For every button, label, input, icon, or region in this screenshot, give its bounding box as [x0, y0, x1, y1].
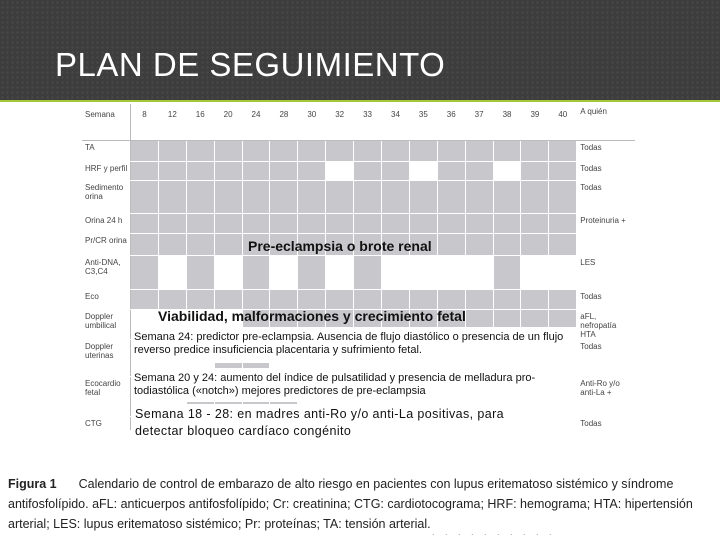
row-who: Todas [577, 162, 635, 181]
schedule-cell [242, 141, 270, 162]
week-header: 34 [382, 105, 410, 141]
schedule-cell [242, 256, 270, 290]
schedule-cell [131, 162, 159, 181]
schedule-cell [549, 214, 577, 234]
schedule-cell [409, 162, 437, 181]
doppler-uterinas-note: Semana 20 y 24: aumento del índice de pulsatilidad y presencia de melladura pro-todiastólica («notch») mejores predictores de pre-eclampsia [134, 372, 536, 397]
schedule-cell [437, 162, 465, 181]
schedule-cell [437, 256, 465, 290]
slide-title: PLAN DE SEGUIMIENTO [55, 46, 446, 83]
schedule-cell [298, 141, 326, 162]
week-header: 12 [158, 105, 186, 141]
row-who: Todas [577, 417, 635, 431]
schedule-cell [326, 290, 354, 310]
schedule-cell [382, 162, 410, 181]
viabilidad-label: Viabilidad, malformaciones y crecimiento fetal [158, 308, 466, 324]
schedule-cell [186, 141, 214, 162]
schedule-cell [493, 181, 521, 214]
table-header-label: Semana [83, 105, 131, 141]
row-label: Pr/CR orina [83, 234, 131, 256]
schedule-cell [131, 214, 159, 234]
schedule-cell [409, 256, 437, 290]
preeclampsia-label: Pre-eclampsia o brote renal [248, 238, 432, 254]
schedule-cell [549, 162, 577, 181]
schedule-cell [521, 256, 549, 290]
row-label: Eco [83, 290, 131, 310]
schedule-cell [437, 234, 465, 256]
row-who: Todas [577, 141, 635, 162]
row-label: HRF y perfil [83, 162, 131, 181]
table-row [83, 256, 635, 290]
figure-caption [8, 474, 720, 534]
week-header: 39 [521, 105, 549, 141]
schedule-cell [186, 290, 214, 310]
row-who [577, 234, 635, 256]
schedule-cell [270, 162, 298, 181]
schedule-cell [382, 214, 410, 234]
schedule-cell [354, 290, 382, 310]
schedule-cell [354, 141, 382, 162]
week-header: 33 [354, 105, 382, 141]
schedule-cell [437, 181, 465, 214]
schedule-cell [214, 234, 242, 256]
schedule-cell [326, 181, 354, 214]
schedule-cell [493, 162, 521, 181]
schedule-cell [326, 162, 354, 181]
schedule-cell [131, 141, 159, 162]
schedule-cell [186, 181, 214, 214]
schedule-cell [326, 256, 354, 290]
schedule-cell [214, 214, 242, 234]
schedule-cell [354, 214, 382, 234]
schedule-cell [158, 256, 186, 290]
schedule-cell [270, 256, 298, 290]
table-row [83, 181, 635, 214]
row-who: aFL, nefropatía HTA [577, 310, 635, 340]
schedule-cell [270, 141, 298, 162]
schedule-cell [298, 256, 326, 290]
row-who: Todas [577, 340, 635, 377]
schedule-cell [242, 214, 270, 234]
table-row [83, 214, 635, 234]
schedule-cell [409, 214, 437, 234]
schedule-cell [465, 162, 493, 181]
schedule-cell [158, 234, 186, 256]
schedule-cell [465, 214, 493, 234]
schedule-cell [382, 256, 410, 290]
week-header: 8 [131, 105, 159, 141]
schedule-cell [493, 214, 521, 234]
schedule-cell [465, 141, 493, 162]
doppler-uterinas-note-box [132, 368, 579, 402]
row-label: Doppler uterinas [83, 340, 131, 377]
schedule-cell [549, 234, 577, 256]
schedule-cell [186, 162, 214, 181]
schedule-cell [186, 234, 214, 256]
schedule-cell [326, 214, 354, 234]
schedule-cell [354, 181, 382, 214]
schedule-cell [242, 162, 270, 181]
table-row [83, 290, 635, 310]
week-header: 38 [493, 105, 521, 141]
schedule-cell [465, 290, 493, 310]
schedule-cell [214, 290, 242, 310]
schedule-cell [298, 181, 326, 214]
schedule-cell [158, 141, 186, 162]
week-header: 35 [409, 105, 437, 141]
schedule-cell [437, 214, 465, 234]
row-label: CTG [83, 417, 131, 431]
schedule-cell [493, 256, 521, 290]
schedule-cell [382, 181, 410, 214]
schedule-cell [214, 181, 242, 214]
schedule-cell [465, 256, 493, 290]
schedule-cell [131, 256, 159, 290]
week-header: 16 [186, 105, 214, 141]
schedule-cell [437, 290, 465, 310]
schedule-cell [521, 234, 549, 256]
schedule-cell [521, 141, 549, 162]
schedule-cell [214, 141, 242, 162]
schedule-cell [549, 141, 577, 162]
schedule-cell [382, 290, 410, 310]
schedule-cell [270, 181, 298, 214]
schedule-cell [158, 214, 186, 234]
schedule-cell [214, 162, 242, 181]
week-header: 32 [326, 105, 354, 141]
schedule-cell [298, 214, 326, 234]
schedule-cell [521, 290, 549, 310]
schedule-cell [354, 162, 382, 181]
who-header: A quién [577, 105, 635, 141]
row-who: Todas [577, 290, 635, 310]
schedule-cell [186, 214, 214, 234]
schedule-cell [354, 256, 382, 290]
schedule-cell [493, 290, 521, 310]
week-header: 24 [242, 105, 270, 141]
schedule-cell [409, 141, 437, 162]
ecocardio-note: Semana 18 - 28: en madres anti-Ro y/o anti-La positivas, para detectar bloqueo cardíaco congénito [135, 407, 505, 438]
row-who: Anti-Ro y/o anti-La + [577, 377, 635, 417]
week-header: 40 [549, 105, 577, 141]
week-header: 37 [465, 105, 493, 141]
schedule-cell [465, 181, 493, 214]
ecocardio-note-box [132, 404, 579, 460]
schedule-cell [298, 290, 326, 310]
week-header: 30 [298, 105, 326, 141]
schedule-cell [409, 181, 437, 214]
schedule-cell [242, 290, 270, 310]
doppler-umbilical-note-box [132, 327, 579, 363]
row-label: Orina 24 h [83, 214, 131, 234]
schedule-cell [409, 290, 437, 310]
doppler-umbilical-note: Semana 24: predictor pre-eclampsia. Ausencia de flujo diastólico o presencia de un flujo reverso predice insuficiencia placentaria y sufrimiento fetal. [134, 331, 564, 356]
row-label: Ecocardio fetal [83, 377, 131, 417]
schedule-cell [437, 141, 465, 162]
schedule-cell [131, 181, 159, 214]
schedule-cell [186, 256, 214, 290]
week-header: 28 [270, 105, 298, 141]
decorative-dots: . . . . . . . . . . [432, 527, 556, 537]
row-who: Proteinuria + [577, 214, 635, 234]
title-divider [0, 100, 720, 102]
schedule-cell [493, 234, 521, 256]
schedule-cell [326, 141, 354, 162]
figure-number: Figura 1 [8, 477, 57, 491]
schedule-cell [521, 162, 549, 181]
schedule-cell [521, 181, 549, 214]
row-who: Todas [577, 181, 635, 214]
schedule-cell [131, 290, 159, 310]
schedule-cell [158, 290, 186, 310]
row-label: TA [83, 141, 131, 162]
table-row [83, 141, 635, 162]
schedule-cell [549, 181, 577, 214]
schedule-cell [158, 162, 186, 181]
schedule-cell [493, 141, 521, 162]
caption-text: Calendario de control de embarazo de alto riesgo en pacientes con lupus eritematoso sistémico y síndrome antifosfolípido. aFL: anticuerpos antifosfolípido; Cr: creatinina; CTG: cardiotocograma; HRF: hemograma; HTA: hipertensión arterial; LES: lupus eritematoso sistémico; Pr: proteínas; TA: tensión arterial. [8, 477, 693, 531]
row-who: LES [577, 256, 635, 290]
schedule-cell [270, 290, 298, 310]
row-label: Sedimento orina [83, 181, 131, 214]
row-label: Anti-DNA, C3,C4 [83, 256, 131, 290]
schedule-cell [549, 256, 577, 290]
schedule-cell [298, 162, 326, 181]
schedule-cell [158, 181, 186, 214]
schedule-cell [270, 214, 298, 234]
schedule-cell [242, 181, 270, 214]
row-label: Doppler umbilical [83, 310, 131, 340]
week-header: 20 [214, 105, 242, 141]
schedule-cell [382, 141, 410, 162]
table-row [83, 162, 635, 181]
schedule-cell [521, 214, 549, 234]
schedule-cell [131, 234, 159, 256]
week-header: 36 [437, 105, 465, 141]
schedule-cell [214, 256, 242, 290]
schedule-cell [465, 234, 493, 256]
schedule-cell [549, 290, 577, 310]
